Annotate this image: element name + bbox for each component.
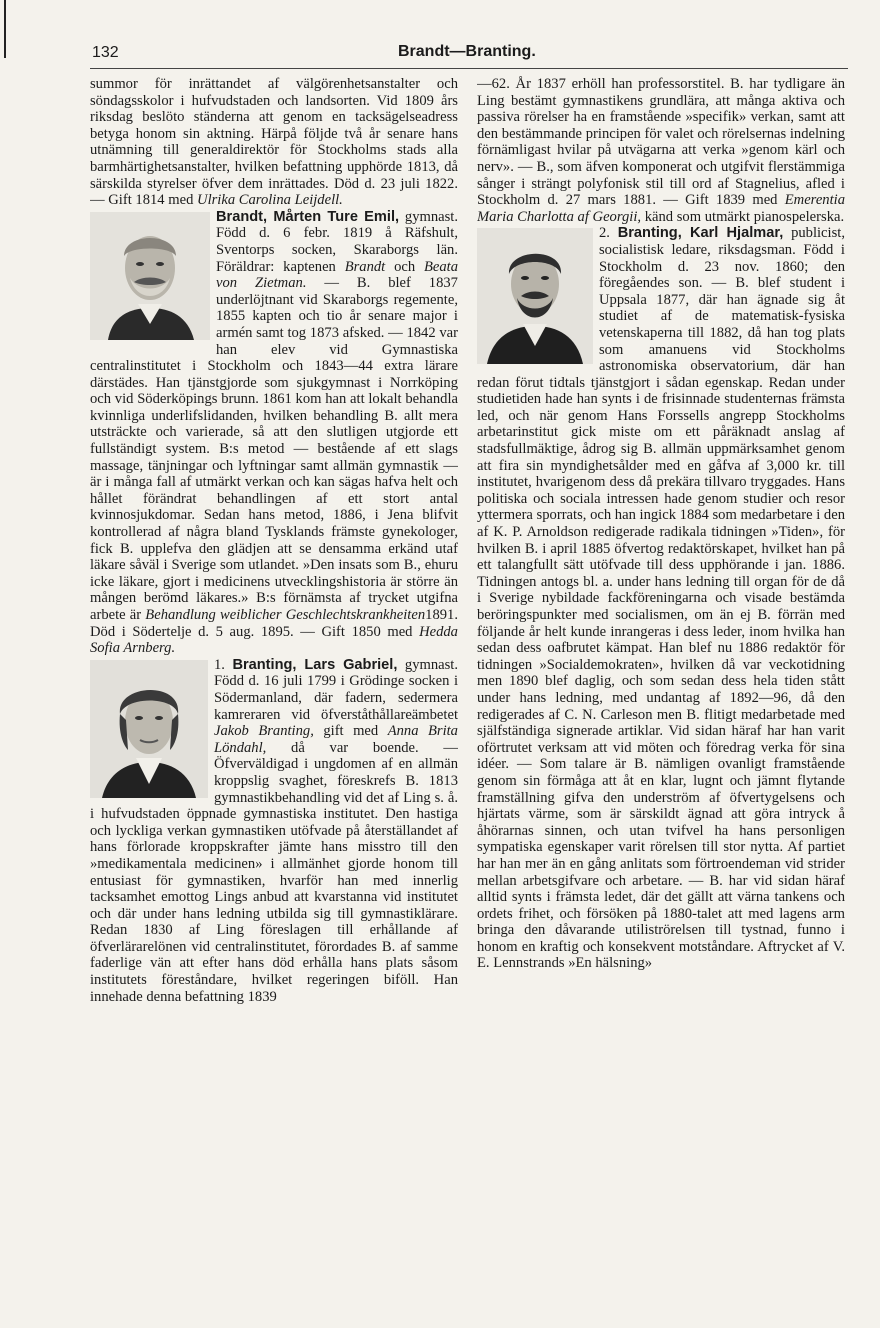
work-title: Behandlung weiblicher Geschlechtskrankheiten [145, 607, 426, 623]
entry-text: — B. blef 1837 underlöjtnant vid Skaraborgs regemente, 1855 kapten och tio år senare major i armén samt tog 1873 afsked. — 1842 var han elev vid Gymnastiska centralinstitutet i Stockholm och 1843—44 extra lärare därstädes. Han tjänstgjorde som sjukgymnast i Norrköping och vid Söderköpings brunn. 1861 kom han att lokalt behandla kvinnliga underlifslidanden, hvilken behandling B. allt mera utsträckte och varierade, så att den slutligen utgjorde ett fullständigt system. B:s metod — bestående af ett slags massage, tänjningar och lyftningar samt allmän gymnastik — är i många fall af utmärkt verkan och kan sägas hafva helt och hållet förändrat behandlingen af ett stort antal kvinnosjukdomar. Sedan hans metod, 1886, i Jena blifvit kontrollerad af några bland Tysklands främste gynekologer, fick B. upplefva den glädjen att se densamma erkänd utaf läkare såväl i Sverige som utlandet. »Den insats som B., ehuru icke läkare, gjort i medicinens utvecklingshistoria är större än mången berömd läkares.» B:s förnämsta af trycket utgifna arbete är [90, 275, 458, 623]
right-column [477, 76, 845, 1246]
entry-number: 1. [214, 656, 225, 673]
entry-brandt [90, 209, 458, 657]
parent-name: Brandt [344, 258, 386, 275]
parent-name: Beata von Zietman. [216, 258, 458, 292]
entry-name: Brandt, Mårten Ture Emil, [216, 208, 400, 225]
entry-text: publicist, socialistisk ledare, riksdagsman. Född i Stockholm d. 23 nov. 1860; den föregåendes son. — B. blef student i Uppsala 1877, där han ägnade sig åt studiet af de matematisk-fysiska vetenskaperna till 1882, då han tog plats som amanuens vid Stockholms astronomiska observatorium, där han redan förut tidtals tjänstgjort i sådan egenskap. Redan under studietiden hade han synts i de frisinnade studenternas främsta led, och när genom Hans Forssells angrepp Stockholms arbetarinstitut gick miste om ett påräknadt anslag af stadsfullmäktige, ådrog sig B. allmän uppmärksamhet genom att fira sin myndighetsålder med en gåfva af 3,000 kr. till institutet, hvarigenom dess då prekära tillvaro tryggades. Hans politiska och sociala intressen hade genom studier och resor yttermera sporrats, och han ingick 1884 som medarbetare i den af K. P. Arnoldson redigerade radikala tidningen »Tiden», för hvilken B. i april 1885 öfvertog redaktörskapet, hvilket han på ett talangfullt sätt utöfvade till dess upphörande i jan. 1886. Tidningen antogs bl. a. under hans ledning till organ för de då i Sverige nybildade fackföreningarna och visade bestämda beröringspunkter med socialismen, om än ej B. förrän med följande år helt kunde inrangeras i dess leder, inom hvilka han sedan dess oafbrutet kämpat. Han blef nu 1886 redaktör för tidningen »Socialdemokraten», hvilken då var veckotidning men 1890 blef daglig, och som sedan dess hela tiden stått under hans ledning, med undantag af 1892—96, då den redigerades af C. N. Carleson men B. flitigt medarbetade med själfständiga signerade artiklar. Vid sidan häraf har han varit oförtrutet verksam att vid möten och föredrag verka för sina idéer. — Som talare är B. nämligen ovanligt framstående genom sin förmåga att åt en klar, lugnt och jämnt flytande framställning gifva den underström af öfvertygelsens och hjärtats värme, som är särskildt ägnad att göra intryck å åhörarnas sinnen, och utan tvifvel ha hans personligen sympatiska egenskaper varit rörelsen till stor nytta. Af partiet har han mer än en gång anlitats som förtroendeman vid strider mellan arbetsgifvare och arbetare. — B. har vid sidan häraf alltid synts i främsta ledet, där det gällt att värna tankens och ordets frihet, och försöken på 1880-talet att med lagens arm bringa den dåvarande utiliströrelsen till tystnad, funno i honom en kraftig och konsekvent motståndare. Aftrycket af V. E. Lennstrands »En hälsning» [477, 225, 845, 972]
entry-name: Branting, Lars Gabriel, [232, 656, 398, 673]
entry-lars-branting [90, 657, 458, 1005]
spouse-name: Emerentia Maria Charlotta af Georgii, [477, 192, 845, 225]
entry-name: Branting, Karl Hjalmar, [617, 225, 784, 242]
portrait-brandt-image [90, 212, 210, 340]
left-column [90, 76, 458, 1246]
entry-text: gymnast. Född d. 16 juli 1799 i Grödinge socken i Södermanland, där fadern, sedermera kamreraren vid öfverståthållareämbetet [214, 656, 458, 723]
entry-hjalmar-branting [477, 225, 845, 972]
spouse-name: Hedda Sofia Arnberg. [90, 623, 458, 657]
continuation-paragraph [90, 76, 458, 209]
portrait-hjalmar-branting-image [477, 228, 593, 364]
entry-number: 2. [599, 225, 610, 242]
entry-text: gift med [323, 723, 379, 740]
entry-text: då var boende. — Öfverväldigad i ungdomen af en allmän kroppslig svaghet, föreskrefs B. 1813 gymnastikbehandling vid det af Ling s. å. i hufvudstaden öppnade gymnastiska institutet. Den hastiga och lyckliga verkan gymnastiken utöfvade på återställandet af hans förlorade kroppskrafter jämte hans misstro till den »medikamentala medicinen» i allmänhet gjorde honom till entusiast för gymnastiken, hvarför han med innerlig tacksamhet emottog Lings anbud att kvarstanna vid institutet och där under hans ledning utbilda sig till gymnastiklärare. Redan 1830 af Ling föreslagen till erhållande af öfverlärarelönen vid centralinstitutet, förordades B. af samme faderlige vän att efter hans död erhålla hans plats såsom institutets föreståndare, hvilket regeringen biföll. Han innehade denna befattning 1839 [90, 739, 458, 1005]
portrait-lars-branting-image [90, 660, 208, 798]
entry-text: och [394, 258, 416, 275]
page-number: 132 [92, 44, 119, 61]
parent-name: Jakob Branting, [214, 723, 314, 740]
continuation-text: summor för inrättandet af välgörenhetsanstalter och söndagsskolor i hufvudstaden och landsorten. Vid 1809 års riksdag beslöto ständerna att genom en tacksägelseadress betyga honom sin aktning. Härpå följde två år senare hans utnämning till generaldirektör för Stockholms stads alla barmhärtighetsanstalter, hvilken befattning upphörde 1813, då särskilda styrelser öfver dem inrättades. Död d. 23 juli 1822. — Gift 1814 med [90, 76, 458, 209]
parent-name: Anna Brita Löndahl, [214, 723, 458, 756]
continuation-text: känd som utmärkt pianospelerska. [644, 208, 845, 225]
continuation-paragraph [477, 76, 845, 225]
header-rule [90, 68, 848, 69]
continuation-text: —62. År 1837 erhöll han professorstitel. B. har tydligare än Ling bestämt gymnastikens grundlära, att många aktiva och passiva rörelser ha en framstående »specifik» verkan, samt att den bestämmande principen för valet och rörelsernas indelning förnämligast hvilar på utvägarna att verka »genom kärl och nerv». — B., som äfven komponerat och utgifvit flerstämmiga sånger i strängt polyfonisk stil till ord af Stagnelius, afled i Stockholm d. 27 mars 1881. — Gift 1839 med [477, 76, 845, 209]
entry-text: 1891. Död i Södertelje d. 5 aug. 1895. — Gift 1850 med [90, 607, 458, 640]
binding-edge-line [4, 0, 6, 58]
spouse-name: Ulrika Carolina Leijdell. [197, 192, 343, 209]
running-title: Brandt—Branting. [398, 43, 536, 60]
entry-text: gymnast. Född d. 6 febr. 1819 å Räfshult, Sventorps socken, Skaraborgs län. Föräldrar: kaptenen [216, 208, 458, 275]
